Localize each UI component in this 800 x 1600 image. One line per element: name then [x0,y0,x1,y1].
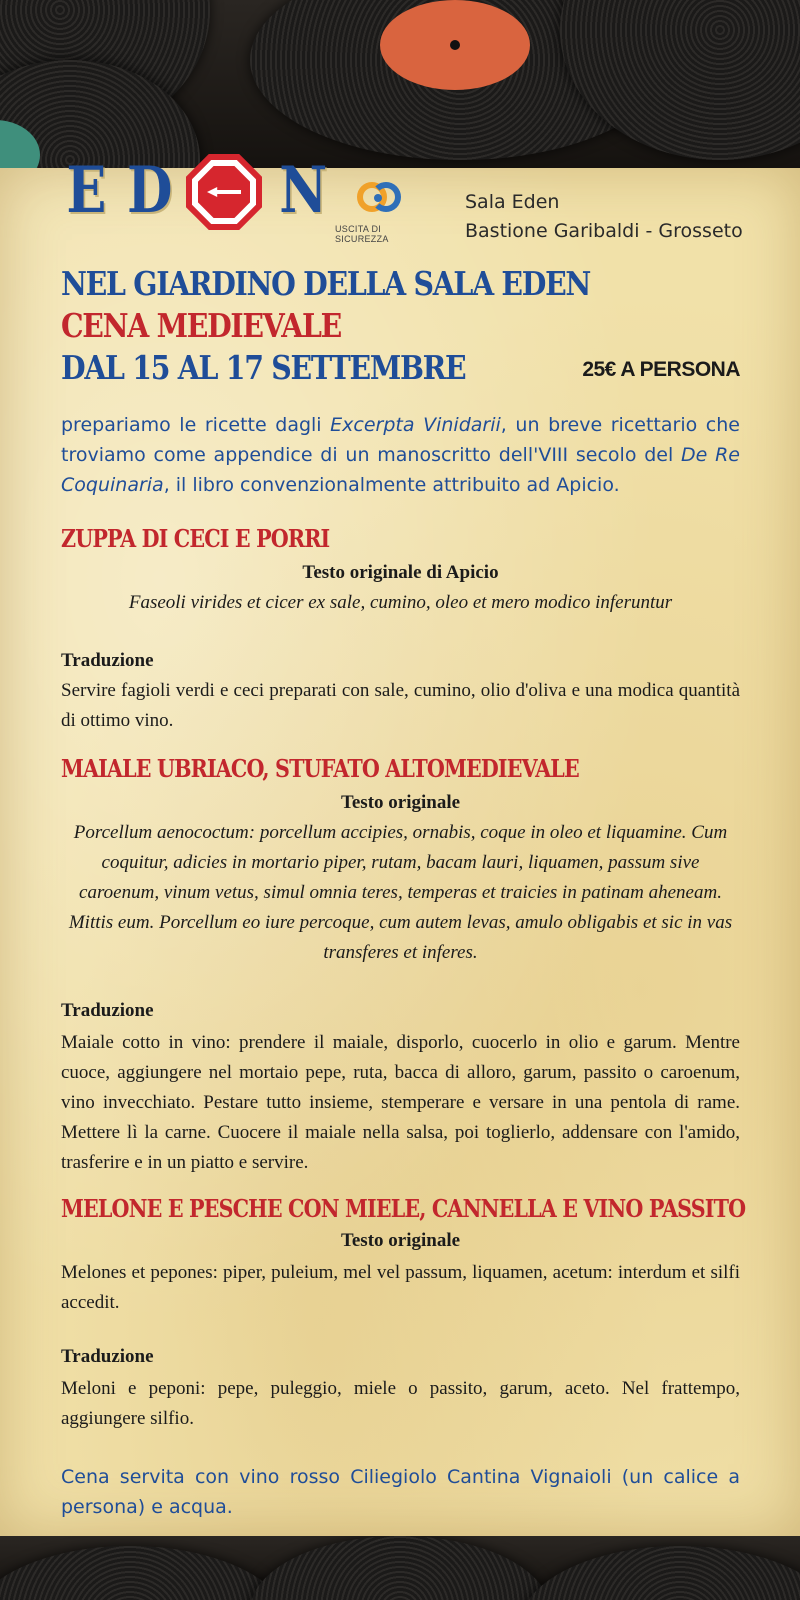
exit-logo-text: USCITA DI SICUREZZA [335,224,389,244]
dish-3-translation-text: Meloni e peponi: pepe, puleggio, miele o passito, garum, aceto. Nel frattempo, aggiungere silfio. [61,1378,740,1429]
wine-note: Cena servita con vino rosso Ciliegiolo Cantina Vignaioli (un calice a persona) e acqua. [61,1466,740,1518]
dish-2-original-label: Testo originale [340,792,461,813]
logo-letter-n: N [279,153,328,228]
dish-2-translation-text: Maiale cotto in vino: prendere il maiale, disporlo, cuocerlo in olio e garum. Mentre cuoce, aggiungere nel mortaio pepe, ruta, bacca di alloro, garum, passito o caroenum, vino invecchiato. Pestare tutto insieme, stemperare e versare in una pentola di rame. Mettere lì la carne. Cuocere il maiale nella salsa, poi toglierlo, addensare con l'amido, trasferire e in un piatto e servire. [61,1032,740,1173]
dish-2-translation-label: Traduzione [61,1000,154,1021]
dish-1-title: ZUPPA DI CECI E PORRI [61,524,330,553]
intro-title-excerpta: Excerpta Vinidarii [330,414,501,436]
intro-text-1: prepariamo le ricette dagli [61,414,331,436]
dish-1-translation-text: Servire fagioli verdi e ceci preparati con sale, cumino, olio d'oliva e una modica quantità di ottimo vino. [61,680,740,731]
dish-1-translation-label: Traduzione [61,650,154,671]
logo-letter-e: E [66,153,107,228]
venue-name: Sala Eden [465,191,560,213]
dish-3-title: MELONE E PESCHE CON MIELE, CANNELLA E VINO PASSITO [61,1194,746,1223]
dish-2-title: MAIALE UBRIACO, STUFATO ALTOMEDIEVALE [61,754,579,783]
intro-paragraph [61,410,740,500]
dish-3-original-label: Testo originale [340,1230,461,1251]
dish-3-original-text: Melones et pepones: piper, puleium, mel vel passum, liquamen, acetum: interdum et silfi accedit. [61,1262,740,1313]
intro-title-de-re-coquinaria: De Re Coquinaria [61,444,740,496]
records-footer-image [0,1536,800,1600]
records-header-image [0,0,800,170]
intro-text-3: , il libro convenzionalmente attribuito ad Apicio. [163,474,620,496]
dish-3-translation-label: Traduzione [61,1346,154,1367]
intro-text-2: , un breve ricettario che troviamo come appendice di un manoscritto dell'VIII secolo del [61,414,740,466]
headline-event: CENA MEDIEVALE [61,306,341,345]
dish-1-original-label: Testo originale di Apicio [302,562,499,583]
exit-circle-icon [357,180,401,218]
venue-location: Bastione Garibaldi - Grosseto [465,220,743,242]
uscita-di-sicurezza-logo [335,180,430,244]
price-label: 25€ A PERSONA [582,358,740,381]
headline-garden: NEL GIARDINO DELLA SALA EDEN [61,264,591,303]
venue-address [465,188,743,246]
logo-letter-d: D [126,153,173,228]
headline-dates: DAL 15 AL 17 SETTEMBRE [61,348,466,387]
dish-2-original-text: Porcellum aenococtum: porcellum accipies, ornabis, coque in oleo et liquamine. Cum coquitur, adicies in mortario piper, rutam, bacam lauri, liquamen, passum sive caroenum, vinum vetus, simul omnia teres, temperas et traicies in patinam aheneam. Mittis eum. Porcellum eo iure percoque, cum autem levas, amulo obligabis et sic in vas transferes et inferes. [68,822,733,963]
dish-1-original-text: Faseoli virides et cicer ex sale, cumino, oleo et mero modico inferuntur [128,592,673,613]
